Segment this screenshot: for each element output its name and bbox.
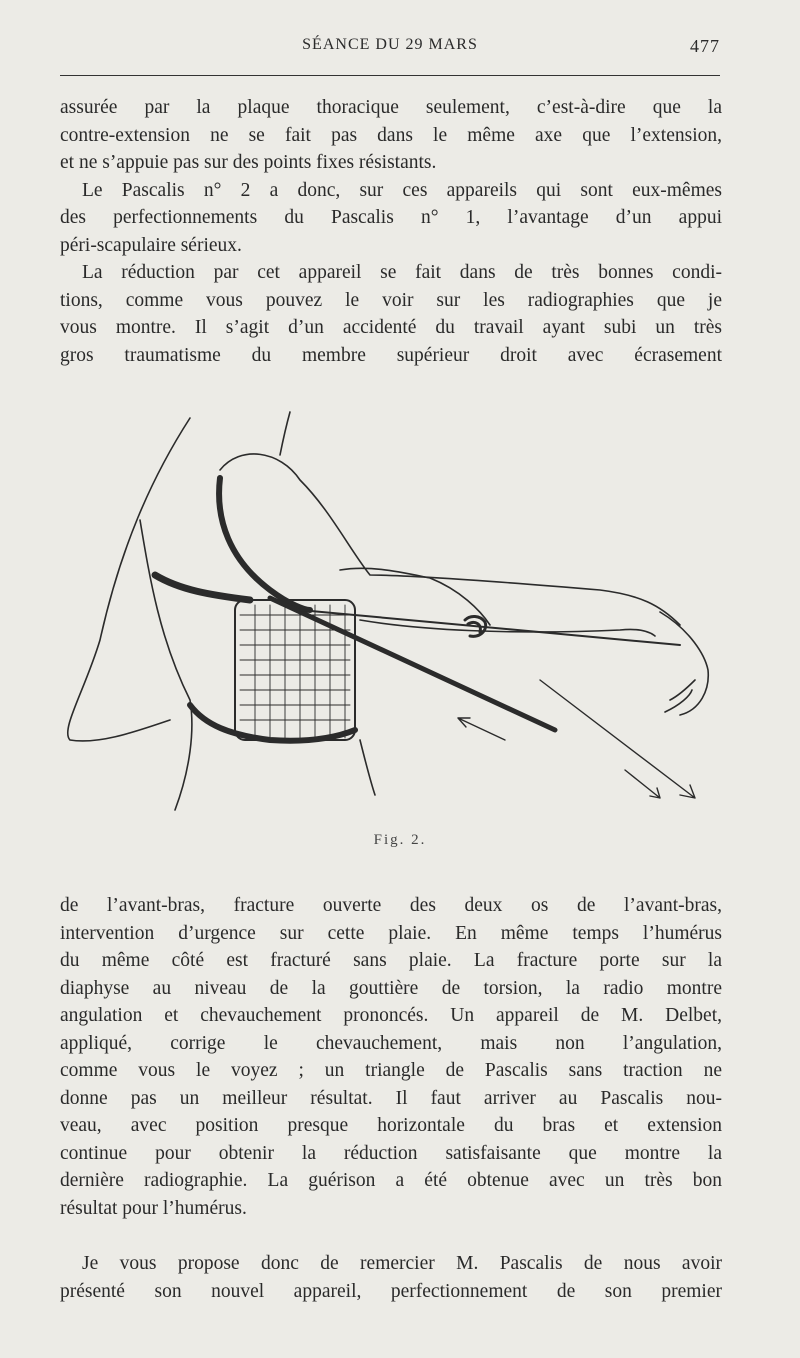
text-block-top	[60, 94, 722, 369]
body-lower-line	[360, 740, 375, 795]
paragraph	[60, 1250, 722, 1305]
chest-band-upper	[155, 575, 250, 600]
text-line: continue pour obtenir la réduction satisfaisante que montre la	[60, 1142, 722, 1164]
arrow-counter-extension	[458, 718, 505, 740]
text-line: du même côté est fracturé sans plaie. La fracture porte sur la	[60, 950, 722, 971]
figure-caption: Fig. 2.	[373, 832, 427, 848]
text-line: diaphyse au niveau de la gouttière de torsion, la radio montre	[60, 977, 722, 999]
running-head-title: SÉANCE DU 29 MARS	[302, 36, 478, 53]
page-number: 477	[690, 36, 720, 56]
paragraph	[60, 259, 722, 369]
text-line: Le Pascalis n° 2 a donc, sur ces appareils qui sont eux-mêmes	[82, 179, 722, 201]
torso-left-edge	[140, 520, 192, 810]
traction-rod	[270, 598, 555, 730]
paragraph	[60, 892, 722, 1222]
text-line: donne pas un meilleur résultat. Il faut arriver au Pascalis nou-	[60, 1087, 722, 1109]
text-line: des perfectionnements du Pascalis n° 1, l’avantage d’un appui	[60, 207, 722, 228]
text-line: tions, comme vous pouvez le voir sur les radiographies que je	[60, 289, 722, 311]
text-line: péri-scapulaire sérieux.	[60, 234, 242, 256]
figure-illustration	[40, 400, 760, 820]
text-line: gros traumatisme du membre supérieur droit avec écrasement	[60, 344, 722, 366]
text-line: de l’avant-bras, fracture ouverte des deux os de l’avant-bras,	[60, 895, 722, 916]
hand-outline	[660, 612, 708, 715]
text-line: assurée par la plaque thoracique seulement, c’est-à-dire que la	[60, 97, 722, 118]
text-line: résultat pour l’humérus.	[60, 1197, 247, 1219]
text-line: appliqué, corrige le chevauchement, mais non l’angulation,	[60, 1032, 722, 1054]
text-line: veau, avec position presque horizontale du bras et extension	[60, 1115, 722, 1136]
text-line: dernière radiographie. La guérison a été obtenue avec un très bon	[60, 1170, 722, 1191]
running-head	[60, 36, 720, 58]
text-line: comme vous le voyez ; un triangle de Pascalis sans traction ne	[60, 1060, 722, 1081]
neck-line	[280, 412, 290, 455]
thoracic-plate	[235, 600, 355, 740]
shoulder-strap	[219, 478, 310, 610]
text-line: présenté son nouvel appareil, perfectionnement de son premier	[60, 1280, 722, 1302]
arrow-small	[625, 770, 660, 798]
text-block-bottom	[60, 892, 722, 1222]
text-line: contre-extension ne se fait pas dans le même axe que l’extension,	[60, 124, 722, 146]
text-line: Je vous propose donc de remercier M. Pascalis de nous avoir	[82, 1253, 722, 1274]
text-block-final	[60, 1250, 722, 1305]
header-rule	[60, 75, 720, 76]
forearm-lower	[360, 620, 655, 636]
text-line: La réduction par cet appareil se fait dans de très bonnes condi-	[82, 262, 722, 283]
text-line: vous montre. Il s’agit d’un accidenté du travail ayant subi un très	[60, 317, 722, 338]
paragraph	[60, 177, 722, 260]
text-line: intervention d’urgence sur cette plaie. En même temps l’humérus	[60, 922, 722, 944]
paragraph	[60, 94, 722, 177]
arrow-extension	[540, 680, 695, 798]
text-line: et ne s’appuie pas sur des points fixes résistants.	[60, 152, 437, 173]
text-line: angulation et chevauchement prononcés. Un appareil de M. Delbet,	[60, 1005, 722, 1026]
